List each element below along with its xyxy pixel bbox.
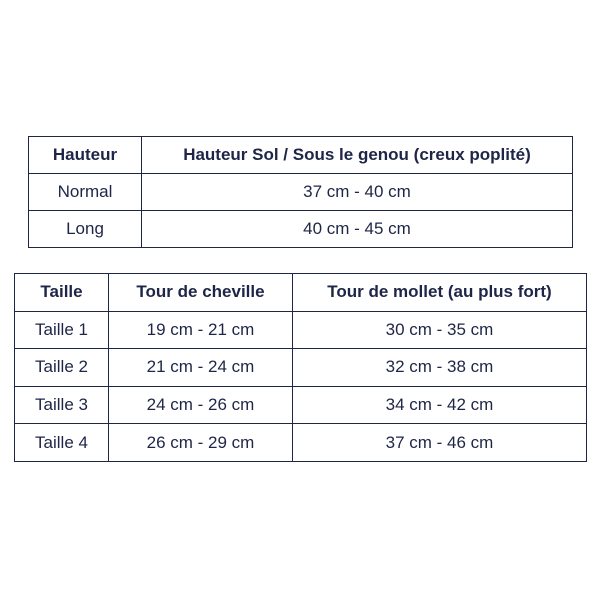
cell-range: 40 cm - 45 cm [142, 211, 573, 248]
header-cell-cheville: Tour de cheville [109, 274, 293, 312]
header-cell-hauteur-sol: Hauteur Sol / Sous le genou (creux poplité) [142, 137, 573, 174]
header-cell-mollet: Tour de mollet (au plus fort) [293, 274, 587, 312]
cell-cheville: 19 cm - 21 cm [109, 311, 293, 349]
table-row [15, 386, 587, 424]
table-header-row [29, 137, 573, 174]
table-row [15, 349, 587, 387]
cell-hauteur: Long [29, 211, 142, 248]
cell-mollet: 32 cm - 38 cm [293, 349, 587, 387]
cell-cheville: 21 cm - 24 cm [109, 349, 293, 387]
cell-taille: Taille 1 [15, 311, 109, 349]
cell-mollet: 30 cm - 35 cm [293, 311, 587, 349]
cell-mollet: 37 cm - 46 cm [293, 424, 587, 462]
header-cell-hauteur: Hauteur [29, 137, 142, 174]
cell-taille: Taille 4 [15, 424, 109, 462]
cell-cheville: 24 cm - 26 cm [109, 386, 293, 424]
table-header-row [15, 274, 587, 312]
table-row [15, 424, 587, 462]
table-row [29, 211, 573, 248]
cell-cheville: 26 cm - 29 cm [109, 424, 293, 462]
cell-range: 37 cm - 40 cm [142, 174, 573, 211]
cell-mollet: 34 cm - 42 cm [293, 386, 587, 424]
cell-taille: Taille 3 [15, 386, 109, 424]
size-chart-table [14, 273, 587, 462]
table-row [29, 174, 573, 211]
cell-hauteur: Normal [29, 174, 142, 211]
height-size-table [28, 136, 573, 248]
header-cell-taille: Taille [15, 274, 109, 312]
cell-taille: Taille 2 [15, 349, 109, 387]
table-row [15, 311, 587, 349]
